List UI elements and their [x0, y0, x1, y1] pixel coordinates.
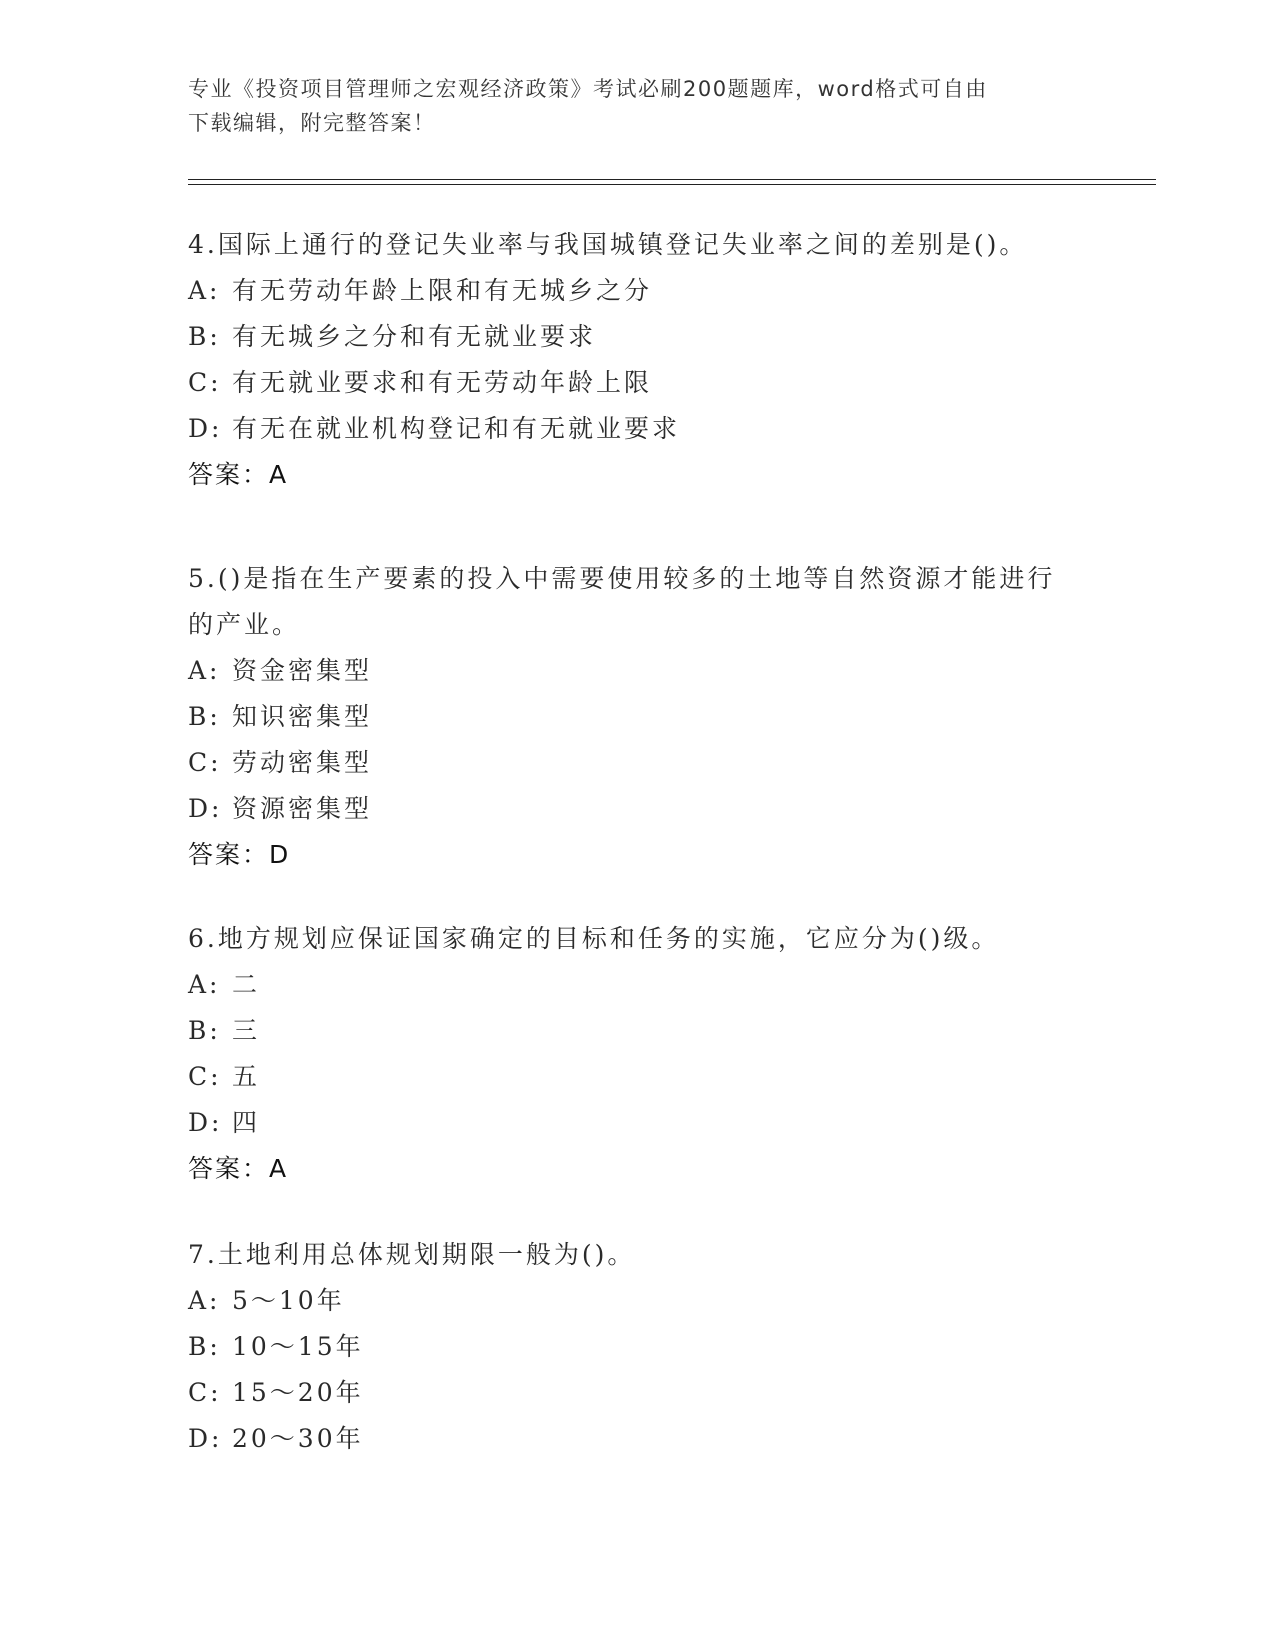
- option-key: D:: [188, 414, 223, 443]
- option-text: 资源密集型: [232, 794, 373, 823]
- option-a: [188, 1278, 1088, 1324]
- option-text: 三: [232, 1016, 261, 1045]
- option-a: [188, 268, 1088, 314]
- option-b: [188, 1324, 1088, 1370]
- option-text: 10～15年: [232, 1332, 364, 1361]
- option-key: B:: [188, 1332, 221, 1361]
- option-key: B:: [188, 702, 221, 731]
- option-text: 5～10年: [232, 1286, 345, 1315]
- option-d: [188, 1416, 1088, 1462]
- option-c: [188, 360, 1088, 406]
- option-key: A:: [188, 656, 221, 685]
- question-6: [188, 916, 1088, 1192]
- option-text: 有无在就业机构登记和有无就业要求: [232, 414, 681, 443]
- option-d: [188, 406, 1088, 452]
- option-c: [188, 1370, 1088, 1416]
- option-c: [188, 740, 1088, 786]
- option-text: 资金密集型: [232, 656, 373, 685]
- option-key: A:: [188, 1286, 221, 1315]
- option-text: 知识密集型: [232, 702, 373, 731]
- header-divider-bottom: [188, 184, 1156, 185]
- option-b: [188, 1008, 1088, 1054]
- option-text: 劳动密集型: [232, 748, 373, 777]
- option-key: C:: [188, 748, 222, 777]
- option-a: [188, 962, 1088, 1008]
- option-key: D:: [188, 1424, 223, 1453]
- question-7: [188, 1232, 1088, 1462]
- option-text: 四: [232, 1108, 261, 1137]
- option-key: D:: [188, 1108, 223, 1137]
- option-text: 有无劳动年龄上限和有无城乡之分: [232, 276, 653, 305]
- answer-label: 答案：A: [188, 460, 289, 489]
- option-text: 20～30年: [232, 1424, 364, 1453]
- question-stem: 5.()是指在生产要素的投入中需要使用较多的土地等自然资源才能进行的产业。: [188, 564, 1056, 639]
- option-c: [188, 1054, 1088, 1100]
- option-key: A:: [188, 970, 221, 999]
- question-stem: 6.地方规划应保证国家确定的目标和任务的实施，它应分为()级。: [188, 924, 1000, 953]
- option-b: [188, 314, 1088, 360]
- option-key: C:: [188, 1378, 222, 1407]
- question-stem: 7.土地利用总体规划期限一般为()。: [188, 1240, 636, 1269]
- option-key: C:: [188, 368, 222, 397]
- intro-line-1: 专业《投资项目管理师之宏观经济政策》考试必刷200题题库，word格式可自由: [188, 77, 988, 101]
- option-text: 有无就业要求和有无劳动年龄上限: [232, 368, 653, 397]
- question-4: [188, 222, 1088, 498]
- option-key: A:: [188, 276, 221, 305]
- option-a: [188, 648, 1088, 694]
- option-key: C:: [188, 1062, 222, 1091]
- option-d: [188, 1100, 1088, 1146]
- option-key: B:: [188, 322, 221, 351]
- question-5: [188, 556, 1088, 878]
- option-text: 五: [232, 1062, 261, 1091]
- answer-label: 答案：D: [188, 840, 291, 869]
- option-d: [188, 786, 1088, 832]
- intro-line-2: 下载编辑，附完整答案！: [188, 111, 436, 135]
- document-header: [188, 72, 1088, 140]
- option-key: B:: [188, 1016, 221, 1045]
- option-key: D:: [188, 794, 223, 823]
- header-divider-top: [188, 179, 1156, 180]
- option-text: 二: [232, 970, 261, 999]
- option-text: 15～20年: [232, 1378, 364, 1407]
- answer-label: 答案：A: [188, 1154, 289, 1183]
- question-stem: 4.国际上通行的登记失业率与我国城镇登记失业率之间的差别是()。: [188, 230, 1028, 259]
- option-b: [188, 694, 1088, 740]
- option-text: 有无城乡之分和有无就业要求: [232, 322, 597, 351]
